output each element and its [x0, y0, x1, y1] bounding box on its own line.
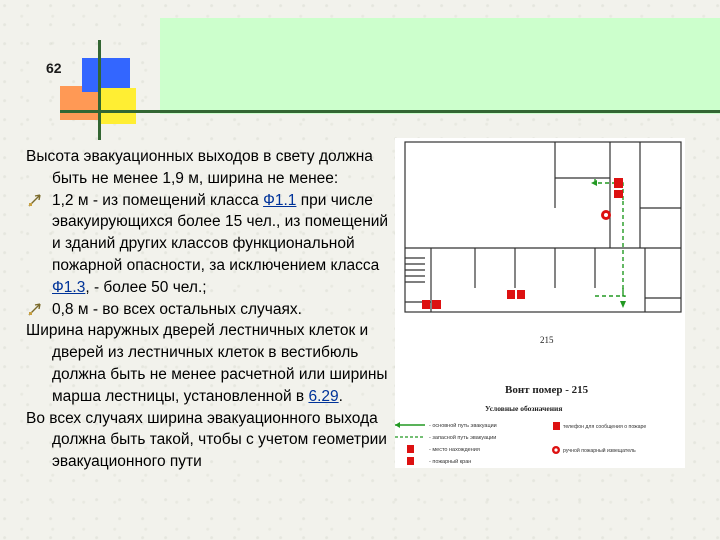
plan-caption: Вонт помер - 215 — [505, 384, 589, 396]
link-section-629[interactable]: 6.29 — [308, 387, 339, 405]
header-band — [160, 18, 720, 114]
paragraph-text: Ширина наружных дверей лестничных клеток и дверей из лестничных клеток в вестибюль должна быть не менее расчетной или ширины марша лестницы, установленной в — [26, 322, 388, 405]
bullet-text-prefix: 1,2 м - из помещений класса — [52, 191, 264, 209]
paragraph-exit-height: Высота эвакуационных выходов в свету должна быть не менее 1,9 м, ширина не менее: — [26, 148, 373, 187]
decor-vertical-line — [98, 40, 101, 140]
bullet-text: 0,8 м - во всех остальных случаях. — [52, 300, 302, 318]
bullet-text-suffix: , - более 50 чел.; — [85, 278, 207, 296]
paragraph-suffix: . — [338, 387, 343, 405]
bullet-arrow-icon — [28, 303, 41, 316]
legend-right — [552, 422, 646, 454]
legend-title: Условные обозначения — [485, 404, 563, 413]
link-class-f13[interactable]: Ф1.3 — [52, 278, 86, 296]
paragraph-exit-width: Во всех случаях ширина эвакуационного выхода должна быть такой, чтобы с учетом геометрии эвакуационного пути — [26, 409, 387, 471]
floor-plan-drawing — [395, 138, 685, 468]
legend-item: - место нахождения — [429, 447, 480, 453]
slide-body — [26, 146, 398, 473]
legend-item: - основной путь эвакуации — [429, 423, 497, 429]
evacuation-plan — [395, 138, 685, 468]
legend-location-icon — [407, 445, 414, 453]
legend-left — [395, 422, 497, 465]
bullet-text-middle: при числе эвакуирующихся более 15 чел., из помещений и зданий других классов функциональной пожарной опасности, за исключением класса — [52, 191, 389, 274]
legend-item: телефон для сообщения о пожаре — [563, 424, 647, 430]
bullet-arrow-icon — [28, 194, 41, 207]
decor-horizontal-line — [60, 110, 720, 113]
room-number-label: 215 — [540, 335, 554, 345]
decor-square-yellow — [100, 88, 136, 124]
legend-item: - пожарный кран — [429, 459, 472, 465]
bullet-item — [26, 190, 398, 299]
decor-square-blue — [82, 58, 130, 92]
legend-phone-icon — [553, 422, 560, 430]
paragraph-door-width — [26, 320, 398, 407]
link-class-f11[interactable]: Ф1.1 — [263, 191, 297, 209]
slide-number: 62 — [46, 60, 62, 76]
bullet-item — [26, 299, 398, 321]
legend-item: - запасной путь эвакуации — [429, 435, 497, 441]
legend-fire-hydrant-icon — [407, 457, 414, 465]
legend-item: ручной пожарный извещатель — [563, 448, 636, 454]
